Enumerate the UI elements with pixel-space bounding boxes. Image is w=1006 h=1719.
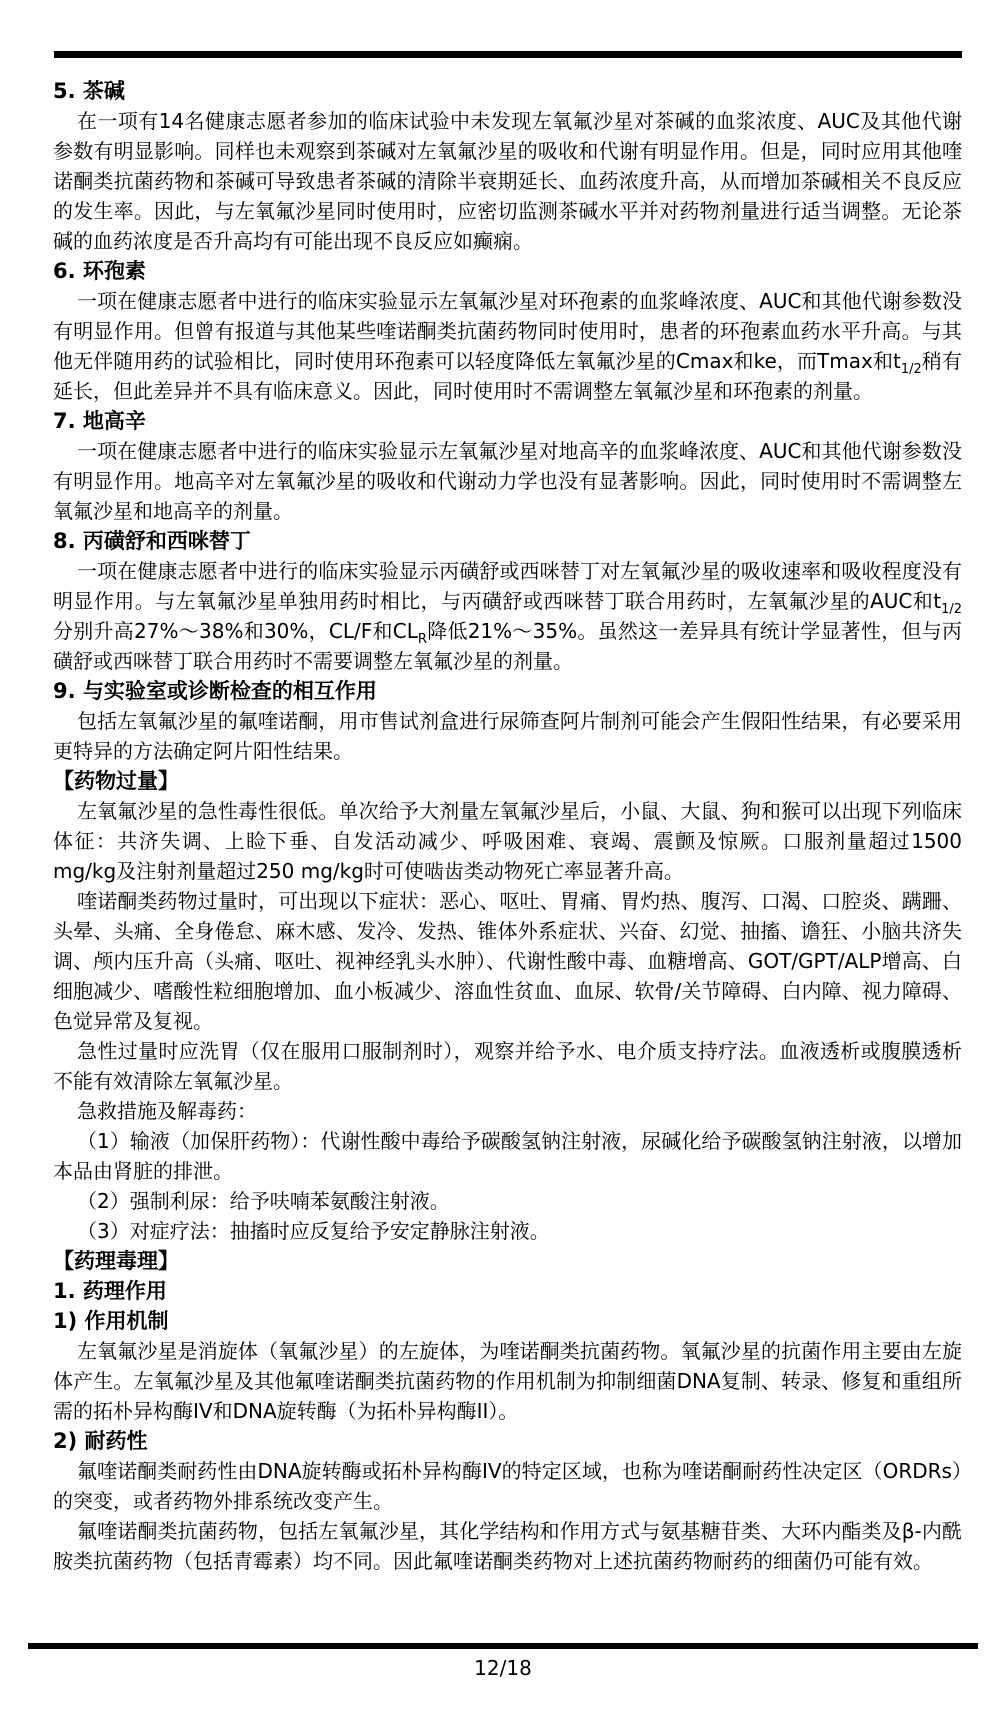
heading-pharmacology-toxicology: 【药理毒理】 xyxy=(53,1249,179,1273)
paragraph-digoxin: 一项在健康志愿者中进行的临床实验显示左氧氟沙星对地高辛的血浆峰浓度、AUC和其他代谢参数没有明显作用。地高辛对左氧氟沙星的吸收和代谢动力学也没有显著影响。因此，同时使用时不需调整左氧氟沙星和地高辛的剂量。 xyxy=(53,439,962,523)
document-body xyxy=(53,76,962,1576)
heading-lab-test-interactions: 9. 与实验室或诊断检查的相互作用 xyxy=(53,679,377,703)
heading-mechanism-of-action: 1) 作用机制 xyxy=(53,1309,169,1333)
heading-digoxin: 7. 地高辛 xyxy=(53,409,146,433)
paragraph-measure-2-diuresis: （2）强制利尿：给予呋喃苯氨酸注射液。 xyxy=(77,1189,450,1213)
paragraph-measure-1-infusion: （1）输液（加保肝药物）：代谢性酸中毒给予碳酸氢钠注射液，尿碱化给予碳酸氢钠注射液，以增加本品由肾脏的排泄。 xyxy=(53,1129,962,1183)
heading-drug-resistance: 2) 耐药性 xyxy=(53,1429,148,1453)
paragraph-measure-3-symptomatic: （3）对症疗法：抽搐时应反复给予安定静脉注射液。 xyxy=(77,1219,550,1243)
paragraph-lab-test-interactions: 包括左氧氟沙星的氟喹诺酮，用市售试剂盒进行尿筛查阿片制剂可能会产生假阳性结果，有必要采用更特异的方法确定阿片阳性结果。 xyxy=(53,709,962,763)
paragraph-probenecid-cimetidine: 一项在健康志愿者中进行的临床实验显示丙磺舒或西咪替丁对左氧氟沙星的吸收速率和吸收程度没有明显作用。与左氧氟沙星单独用药时相比，与丙磺舒或西咪替丁联合用药时，左氧氟沙星的AUC和$t_{1/2}$分别升高27%～38%和30%，CL/F和$CL_R$降低21%～35%。虽然这一差异具有统计学显著性，但与丙磺舒或西咪替丁联合用药时不需要调整左氧氟沙星的剂量。 xyxy=(53,559,962,673)
heading-cyclosporine: 6. 环孢素 xyxy=(53,259,146,283)
paragraph-theophylline: 在一项有14名健康志愿者参加的临床试验中未发现左氧氟沙星对茶碱的血浆浓度、AUC及其他代谢参数有明显影响。同样也未观察到茶碱对左氧氟沙星的吸收和代谢有明显作用。但是，同时应用其他喹诺酮类抗菌药物和茶碱可导致患者茶碱的清除半衰期延长、血药浓度升高，从而增加茶碱相关不良反应的发生率。因此，与左氧氟沙星同时使用时，应密切监测茶碱水平并对药物剂量进行适当调整。无论茶碱的血药浓度是否升高均有可能出现不良反应如癫痫。 xyxy=(53,109,962,253)
page-number: 12/18 xyxy=(474,1656,532,1680)
top-border-rule xyxy=(54,51,962,58)
paragraph-resistance-structure: 氟喹诺酮类抗菌药物，包括左氧氟沙星，其化学结构和作用方式与氨基糖苷类、大环内酯类及β-内酰胺类抗菌药物（包括青霉素）均不同。因此氟喹诺酮类药物对上述抗菌药物耐药的细菌仍可能有效。 xyxy=(53,1519,962,1573)
paragraph-resistance-mutation: 氟喹诺酮类耐药性由DNA旋转酶或拓朴异构酶IV的特定区域，也称为喹诺酮耐药性决定区（ORDRs）的突变，或者药物外排系统改变产生。 xyxy=(53,1459,962,1513)
paragraph-overdose-symptoms: 喹诺酮类药物过量时，可出现以下症状：恶心、呕吐、胃痛、胃灼热、腹泻、口渴、口腔炎、蹒跚、头晕、头痛、全身倦怠、麻木感、发冷、发热、锥体外系症状、兴奋、幻觉、抽搐、谵狂、小脑共济失调、颅内压升高（头痛、呕吐、视神经乳头水肿）、代谢性酸中毒、血糖增高、GOT/GPT/ALP增高、白细胞减少、嗜酸性粒细胞增加、血小板减少、溶血性贫血、血尿、软骨/关节障碍、白内障、视力障碍、色觉异常及复视。 xyxy=(53,889,962,1033)
paragraph-emergency-measures: 急救措施及解毒药： xyxy=(77,1099,257,1123)
paragraph-cyclosporine: 一项在健康志愿者中进行的临床实验显示左氧氟沙星对环孢素的血浆峰浓度、AUC和其他代谢参数没有明显作用。但曾有报道与其他某些喹诺酮类抗菌药物同时使用时，患者的环孢素血药水平升高。与其他无伴随用药的试验相比，同时使用环孢素可以轻度降低左氧氟沙星的Cmax和ke，而Tmax和$t_{1/2}$稍有延长，但此差异并不具有临床意义。因此，同时使用时不需调整左氧氟沙星和环孢素的剂量。 xyxy=(53,289,962,403)
paragraph-overdose-toxicity: 左氧氟沙星的急性毒性很低。单次给予大剂量左氧氟沙星后，小鼠、大鼠、狗和猴可以出现下列临床体征：共济失调、上睑下垂、自发活动减少、呼吸困难、衰竭、震颤及惊厥。口服剂量超过1500 mg/kg及注射剂量超过250 mg/kg时可使啮齿类动物死亡率显著升高。 xyxy=(53,799,962,883)
heading-overdose: 【药物过量】 xyxy=(53,769,179,793)
paragraph-overdose-treatment: 急性过量时应洗胃（仅在服用口服制剂时），观察并给予水、电介质支持疗法。血液透析或腹膜透析不能有效清除左氧氟沙星。 xyxy=(53,1039,962,1093)
paragraph-mechanism-of-action: 左氧氟沙星是消旋体（氧氟沙星）的左旋体，为喹诺酮类抗菌药物。氧氟沙星的抗菌作用主要由左旋体产生。左氧氟沙星及其他氟喹诺酮类抗菌药物的作用机制为抑制细菌DNA复制、转录、修复和重组所需的拓朴异构酶IV和DNA旋转酶（为拓朴异构酶II）。 xyxy=(53,1339,962,1423)
bottom-border-rule xyxy=(28,1643,978,1649)
heading-pharmacological-action: 1. 药理作用 xyxy=(53,1279,167,1303)
heading-probenecid-cimetidine: 8. 丙磺舒和西咪替丁 xyxy=(53,529,251,553)
heading-theophylline: 5. 茶碱 xyxy=(53,79,125,103)
